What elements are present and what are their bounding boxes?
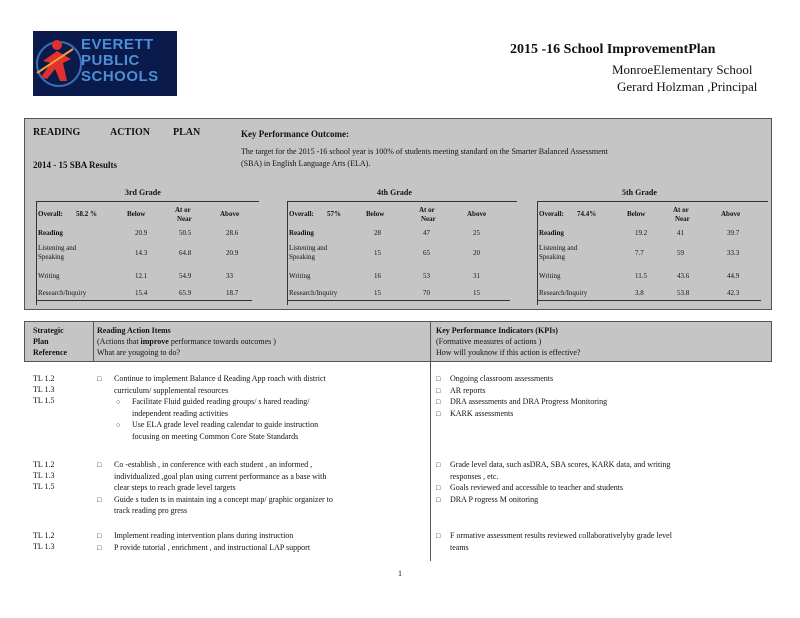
action-label: ACTION — [110, 127, 151, 138]
row-label-2: Speaking — [289, 253, 316, 261]
reference-label: Reference — [33, 348, 68, 357]
value-below: 3.8 — [635, 289, 644, 297]
column-divider-1 — [93, 321, 94, 362]
logo-line-2: PUBLIC — [81, 52, 140, 69]
value-above: 39.7 — [727, 229, 740, 237]
action-item-line: P rovide tutorial , enrichment , and instructional LAP support — [114, 542, 311, 552]
action-item-line: clear steps to reach grade level targets — [114, 483, 236, 492]
action-item-line: independent reading activities — [132, 408, 228, 418]
strategic-plan-ref: TL 1.5 — [33, 482, 55, 491]
grade-4-title: 4th Grade — [377, 188, 412, 197]
value-at-near: 65 — [423, 249, 430, 257]
value-above: 15 — [473, 289, 480, 297]
overall-value: 58.2 % — [76, 210, 97, 218]
value-at-near: 59 — [677, 249, 684, 257]
strategic-label: Strategic — [33, 326, 64, 335]
action-item-line: Implement reading intervention plans during instruction — [114, 531, 294, 540]
kpi-bullet-icon: □ — [436, 386, 441, 395]
bullet-icon: □ — [97, 495, 102, 504]
value-at-near: 50.5 — [179, 229, 192, 237]
column-at-near-header: At or — [673, 206, 689, 214]
row-label: Research/Inquiry — [38, 289, 87, 297]
value-above: 28.6 — [226, 229, 239, 237]
column-below-header: Below — [127, 210, 146, 218]
value-above: 42.3 — [727, 289, 740, 297]
strategic-plan-ref: TL 1.2 — [33, 374, 55, 383]
kpi-line: DRA P rogress M onitoring — [450, 494, 539, 504]
bullet-icon: □ — [97, 532, 102, 540]
principal-name: Gerard Holzman ,Principal — [617, 79, 758, 94]
column-at-near-header-2: Near — [177, 215, 192, 223]
value-below: 20.9 — [135, 229, 148, 237]
value-at-near: 64.8 — [179, 249, 192, 257]
column-at-near-header: At or — [419, 206, 435, 214]
value-at-near: 53.8 — [677, 289, 690, 297]
row-label: Listening and — [289, 244, 328, 252]
value-at-near: 47 — [423, 229, 430, 237]
action-item-line: track reading pro gress — [114, 506, 188, 515]
row-label: Research/Inquiry — [289, 289, 338, 297]
action-item-line: Use ELA grade level reading calendar to guide instruction — [132, 420, 319, 429]
grade-table-bottom-line — [287, 300, 510, 301]
page-number: 1 — [398, 569, 402, 578]
value-below: 7.7 — [635, 249, 644, 257]
reading-label: READING — [33, 127, 81, 138]
column-at-near-header: At or — [175, 206, 191, 214]
action-item-line: individualized ,goal plan using current performance as a base with — [114, 471, 327, 481]
value-below: 16 — [374, 272, 381, 280]
overall-value: 57% — [327, 210, 341, 218]
column-above-header: Above — [721, 210, 741, 218]
action-items-title: Reading Action Items — [97, 326, 171, 335]
value-above: 44.9 — [727, 272, 740, 280]
value-below: 12.1 — [135, 272, 148, 280]
row-label: Writing — [38, 272, 60, 280]
kpi-title: Key Performance Indicators (KPIs) — [436, 326, 558, 335]
column-below-header: Below — [366, 210, 385, 218]
row-label: Listening and — [38, 244, 77, 252]
value-at-near: 41 — [677, 229, 684, 237]
plan-title: 2015 -16 School ImprovementPlan — [510, 42, 716, 57]
row-label: Reading — [289, 229, 314, 237]
overall-label: Overall: — [289, 210, 314, 218]
column-below-header: Below — [627, 210, 646, 218]
kpi-subtitle-2: How will youknow if this action is effective? — [436, 348, 581, 357]
value-above: 33 — [226, 272, 233, 280]
strategic-plan-ref: TL 1.3 — [33, 385, 55, 394]
row-label: Reading — [539, 229, 564, 237]
plan-label: PLAN — [173, 127, 201, 138]
value-below: 28 — [374, 229, 381, 237]
kpi-bullet-icon: □ — [436, 375, 441, 383]
kpi-line: teams — [450, 542, 469, 552]
strategic-plan-ref: TL 1.2 — [33, 460, 55, 469]
row-label: Research/Inquiry — [539, 289, 588, 297]
row-label-2: Speaking — [38, 253, 65, 261]
school-name: MonroeElementary School — [612, 62, 753, 77]
value-below: 15 — [374, 249, 381, 257]
kpi-bullet-icon: □ — [436, 409, 441, 418]
kpi-bullet-icon: □ — [436, 398, 441, 406]
action-item-line: Co -establish , in conference with each student , an informed , — [114, 460, 313, 469]
grade-5-title: 5th Grade — [622, 188, 657, 197]
sba-results-label: 2014 - 15 SBA Results — [33, 160, 118, 170]
kpi-bullet-icon: □ — [436, 495, 441, 504]
kpi-bullet-icon: □ — [436, 484, 441, 492]
value-at-near: 54.9 — [179, 272, 192, 280]
value-above: 33.3 — [727, 249, 740, 257]
kpi-line: Ongoing classroom assessments — [450, 374, 554, 383]
kpi-line: KARK assessments — [450, 408, 514, 418]
column-above-header: Above — [220, 210, 240, 218]
column-at-near-header-2: Near — [421, 215, 436, 223]
grade-table-bottom-line — [537, 300, 761, 301]
value-above: 20 — [473, 249, 480, 257]
strategic-plan-ref: TL 1.5 — [33, 396, 55, 405]
row-label: Writing — [539, 272, 561, 280]
bullet-icon: □ — [97, 461, 102, 469]
column-divider-2 — [430, 321, 431, 561]
value-at-near: 53 — [423, 272, 430, 280]
grade-3-title: 3rd Grade — [125, 188, 161, 197]
logo-line-3: SCHOOLS — [81, 68, 159, 85]
kpi-line: AR reports — [450, 385, 486, 395]
action-item-line: Guide s tuden ts in maintain ing a concept map/ graphic organizer to — [114, 494, 333, 504]
strategic-plan-ref: TL 1.3 — [33, 542, 55, 551]
everett-public-schools-logo — [33, 31, 177, 96]
bullet-icon: □ — [97, 543, 102, 552]
row-label: Writing — [289, 272, 311, 280]
kpi-line: Grade level data, such asDRA, SBA scores, KARK data, and writing — [450, 460, 671, 469]
kpi-line: DRA assessments and DRA Progress Monitoring — [450, 397, 608, 406]
value-at-near: 65.9 — [179, 289, 192, 297]
bullet-icon: □ — [97, 375, 102, 383]
value-above: 18.7 — [226, 289, 239, 297]
kpi-bullet-icon: □ — [436, 461, 441, 469]
value-above: 25 — [473, 229, 480, 237]
sub-bullet-icon: ○ — [116, 398, 121, 406]
kpi-bullet-icon: □ — [436, 532, 441, 540]
plan-ref-label: Plan — [33, 337, 49, 346]
row-label: Listening and — [539, 244, 578, 252]
value-below: 19.2 — [635, 229, 648, 237]
value-above: 31 — [473, 272, 480, 280]
value-below: 15.4 — [135, 289, 148, 297]
strategic-plan-ref: TL 1.3 — [33, 471, 55, 480]
overall-label: Overall: — [38, 210, 63, 218]
action-items-subtitle-2: What are yougoing to do? — [97, 348, 181, 357]
action-item-line: curriculum/ supplemental resources — [114, 385, 229, 395]
value-below: 14.3 — [135, 249, 148, 257]
sub-bullet-icon: ○ — [116, 421, 121, 429]
action-item-line: focusing on meeting Common Core State Standards — [132, 431, 299, 441]
action-item-line: Facilitate Fluid guided reading groups/ s hared reading/ — [132, 397, 310, 406]
action-items-subtitle-1: (Actions that improve performance towards outcomes ) — [97, 337, 276, 346]
overall-value: 74.4% — [577, 210, 597, 218]
column-at-near-header-2: Near — [675, 215, 690, 223]
kpi-line: F ormative assessment results reviewed collaborativelyby grade level — [450, 531, 672, 540]
value-below: 15 — [374, 289, 381, 297]
kpi-line: Goals reviewed and accessible to teacher and students — [450, 483, 624, 492]
value-above: 20.9 — [226, 249, 239, 257]
kpo-text-line-2: (SBA) in English Language Arts (ELA). — [241, 159, 371, 168]
action-item-line: Continue to implement Balance d Reading App roach with district — [114, 374, 326, 383]
value-at-near: 43.6 — [677, 272, 690, 280]
overall-label: Overall: — [539, 210, 564, 218]
kpi-line: responses , etc. — [450, 471, 499, 481]
row-label-2: Speaking — [539, 253, 566, 261]
key-performance-outcome-label: Key Performance Outcome: — [241, 129, 349, 139]
value-at-near: 70 — [423, 289, 430, 297]
kpi-subtitle-1: (Formative measures of actions ) — [436, 337, 542, 346]
column-above-header: Above — [467, 210, 487, 218]
value-below: 11.5 — [635, 272, 647, 280]
grade-table-bottom-line — [36, 300, 252, 301]
row-label: Reading — [38, 229, 63, 237]
kpo-text-line-1: The target for the 2015 -16 school year is 100% of students meeting standard on the Smarter Balanced Assessment — [241, 147, 608, 156]
strategic-plan-ref: TL 1.2 — [33, 531, 55, 540]
logo-line-1: EVERETT — [81, 36, 154, 53]
